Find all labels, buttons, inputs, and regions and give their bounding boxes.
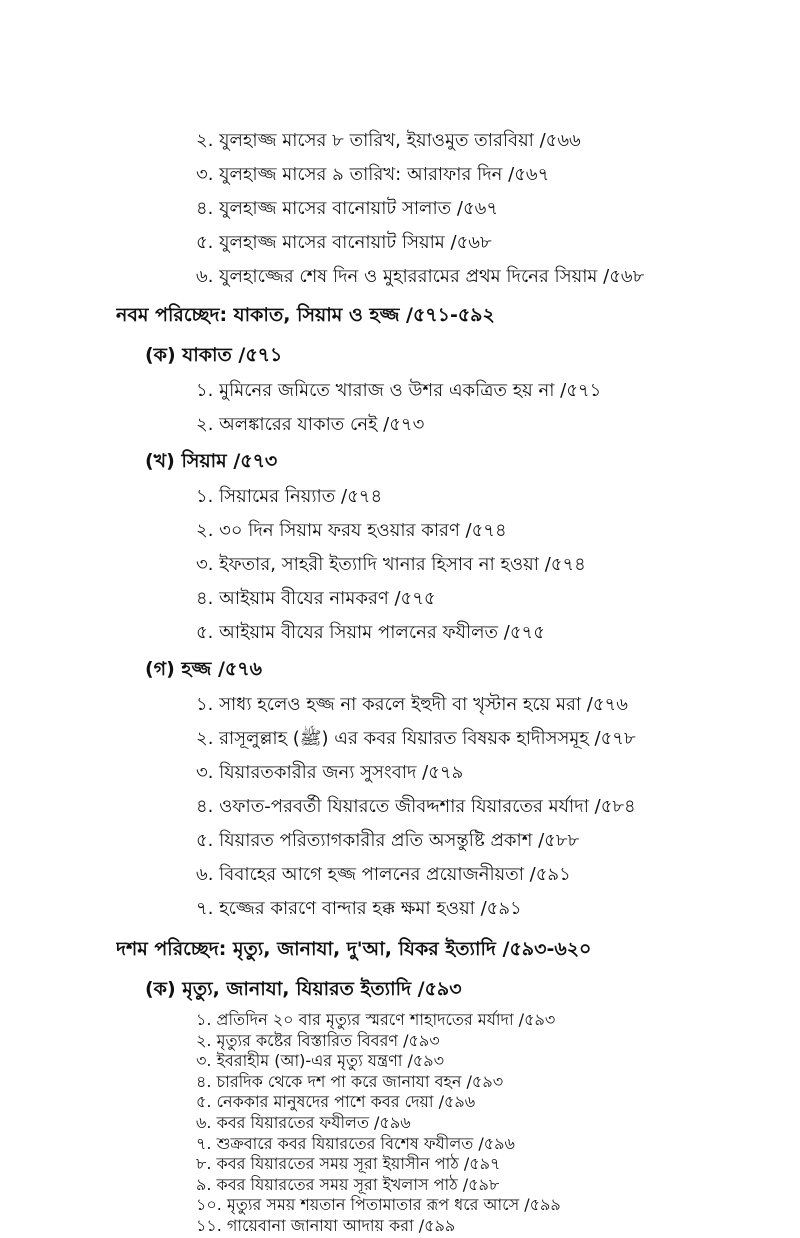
toc-item: ১. সিয়ামের নিয়্যাত /৫৭৪ [196, 486, 383, 507]
section-heading: (ক) মৃত্যু, জানাযা, যিয়ারত ইত্যাদি /৫৯৩ [145, 978, 462, 1000]
toc-item: ৬. যুলহাজ্জের শেষ দিন ও মুহাররামের প্রথম দিনের সিয়াম /৫৬৮ [196, 266, 645, 287]
toc-item: ৯. কবর যিয়ারতের সময় সূরা ইখলাস পাঠ /৫৯৮ [196, 1175, 500, 1194]
toc-item: ৮. কবর যিয়ারতের সময় সূরা ইয়াসীন পাঠ /৫৯৭ [196, 1154, 501, 1173]
toc-item: ৪. আইয়াম বীযের নামকরণ /৫৭৫ [196, 588, 436, 609]
toc-item: ৫. নেককার মানুষদের পাশে কবর দেয়া /৫৯৬ [196, 1092, 476, 1111]
chapter-heading: নবম পরিচ্ছেদ: যাকাত, সিয়াম ও হজ্জ /৫৭১-৫৯২ [116, 304, 495, 326]
toc-item: ৭. হজ্জের কারণে বান্দার হক্ক ক্ষমা হওয়া /৫৯১ [196, 898, 522, 919]
toc-item: ১. প্রতিদিন ২০ বার মৃত্যুর স্মরণে শাহাদতের মর্যাদা /৫৯৩ [196, 1010, 556, 1029]
toc-item: ১১. গায়েবানা জানাযা আদায় করা /৫৯৯ [196, 1216, 456, 1235]
section-heading: (গ) হজ্জ /৫৭৬ [145, 658, 262, 680]
toc-item: ৪. চারদিক থেকে দশ পা করে জানাযা বহন /৫৯৩ [196, 1072, 504, 1091]
toc-item: ১. মুমিনের জমিতে খারাজ ও উশর একত্রিত হয় না /৫৭১ [196, 380, 602, 401]
toc-item: ২. রাসূলুল্লাহ (ﷺ) এর কবর যিয়ারত বিষয়ক হাদীসসমূহ /৫৭৮ [196, 728, 636, 749]
toc-item: ১০. মৃত্যুর সময় শয়তান পিতামাতার রূপ ধরে আসে /৫৯৯ [196, 1195, 561, 1214]
toc-item: ২. মৃত্যুর কষ্টের বিস্তারিত বিবরণ /৫৯৩ [196, 1031, 440, 1050]
toc-item: ৬. কবর যিয়ারতের ফযীলত /৫৯৬ [196, 1113, 411, 1132]
toc-item: ২. ৩০ দিন সিয়াম ফরয হওয়ার কারণ /৫৭৪ [196, 520, 507, 541]
toc-item: ৩. ইফতার, সাহরী ইত্যাদি খানার হিসাব না হওয়া /৫৭৪ [196, 554, 586, 575]
section-heading: (খ) সিয়াম /৫৭৩ [145, 450, 278, 472]
toc-item: ৩. যিয়ারতকারীর জন্য সুসংবাদ /৫৭৯ [196, 762, 464, 783]
toc-item: ৩. যুলহাজ্জ মাসের ৯ তারিখ: আরাফার দিন /৫৬৭ [196, 164, 550, 185]
toc-item: ৫. যুলহাজ্জ মাসের বানোয়াট সিয়াম /৫৬৮ [196, 232, 492, 253]
toc-item: ৬. বিবাহের আগে হজ্জ পালনের প্রয়োজনীয়তা /৫৯১ [196, 864, 571, 885]
toc-item: ৫. আইয়াম বীযের সিয়াম পালনের ফযীলত /৫৭৫ [196, 622, 545, 643]
toc-item: ৪. যুলহাজ্জ মাসের বানোয়াট সালাত /৫৬৭ [196, 198, 499, 219]
toc-item: ৩. ইবরাহীম (আ)-এর মৃত্যু যন্ত্রণা /৫৯৩ [196, 1051, 445, 1070]
toc-item: ১. সাধ্য হলেও হজ্জ না করলে ইহুদী বা খৃস্টান হয়ে মরা /৫৭৬ [196, 694, 628, 715]
chapter-heading: দশম পরিচ্ছেদ: মৃত্যু, জানাযা, দু'আ, যিকর ইত্যাদি /৫৯৩-৬২০ [116, 938, 592, 960]
toc-item: ৭. শুক্রবারে কবর যিয়ারতের বিশেষ ফযীলত /৫৯৬ [196, 1134, 515, 1153]
toc-item: ৫. যিয়ারত পরিত্যাগকারীর প্রতি অসন্তুষ্টি প্রকাশ /৫৮৮ [196, 830, 580, 851]
toc-item: ৪. ওফাত-পরবর্তী যিয়ারতে জীবদ্দশার যিয়ারতের মর্যাদা /৫৮৪ [196, 796, 636, 817]
section-heading: (ক) যাকাত /৫৭১ [145, 344, 283, 366]
toc-item: ২. অলঙ্কারের যাকাত নেই /৫৭৩ [196, 414, 425, 435]
toc-item: ২. যুলহাজ্জ মাসের ৮ তারিখ, ইয়াওমুত তারবিয়া /৫৬৬ [196, 130, 581, 151]
